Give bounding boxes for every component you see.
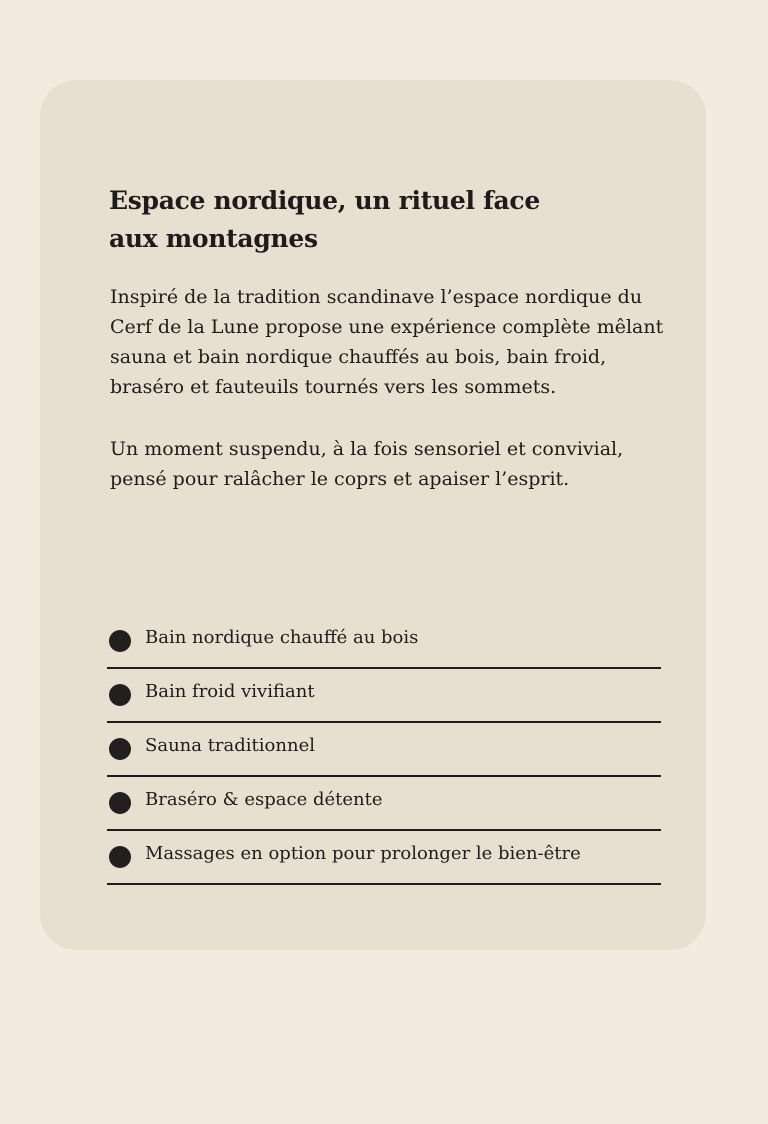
nordic-space-card [40, 80, 706, 950]
feature-label: Braséro & espace détente [145, 789, 383, 810]
bullet-icon [109, 630, 131, 652]
card-title: Espace nordique, un rituel face aux montagnes [109, 186, 540, 253]
feature-item [107, 669, 661, 723]
bullet-icon [109, 792, 131, 814]
feature-item [107, 831, 661, 885]
feature-label: Sauna traditionnel [145, 735, 315, 756]
bullet-icon [109, 846, 131, 868]
feature-item [107, 777, 661, 831]
bullet-icon [109, 738, 131, 760]
feature-label: Bain froid vivifiant [145, 681, 315, 702]
bullet-icon [109, 684, 131, 706]
feature-item [107, 615, 661, 669]
feature-item [107, 723, 661, 777]
feature-list [107, 615, 661, 885]
feature-label: Massages en option pour prolonger le bien-être [145, 843, 581, 864]
description-paragraph-1: Inspiré de la tradition scandinave l’espace nordique du Cerf de la Lune propose une expérience complète mêlant sauna et bain nordique chauffés au bois, bain froid, braséro et fauteuils tournés vers les sommets. [110, 286, 664, 398]
feature-label: Bain nordique chauffé au bois [145, 627, 419, 648]
description-paragraph-2: Un moment suspendu, à la fois sensoriel et convivial, pensé pour ralâcher le coprs et apaiser l’esprit. [110, 438, 624, 490]
